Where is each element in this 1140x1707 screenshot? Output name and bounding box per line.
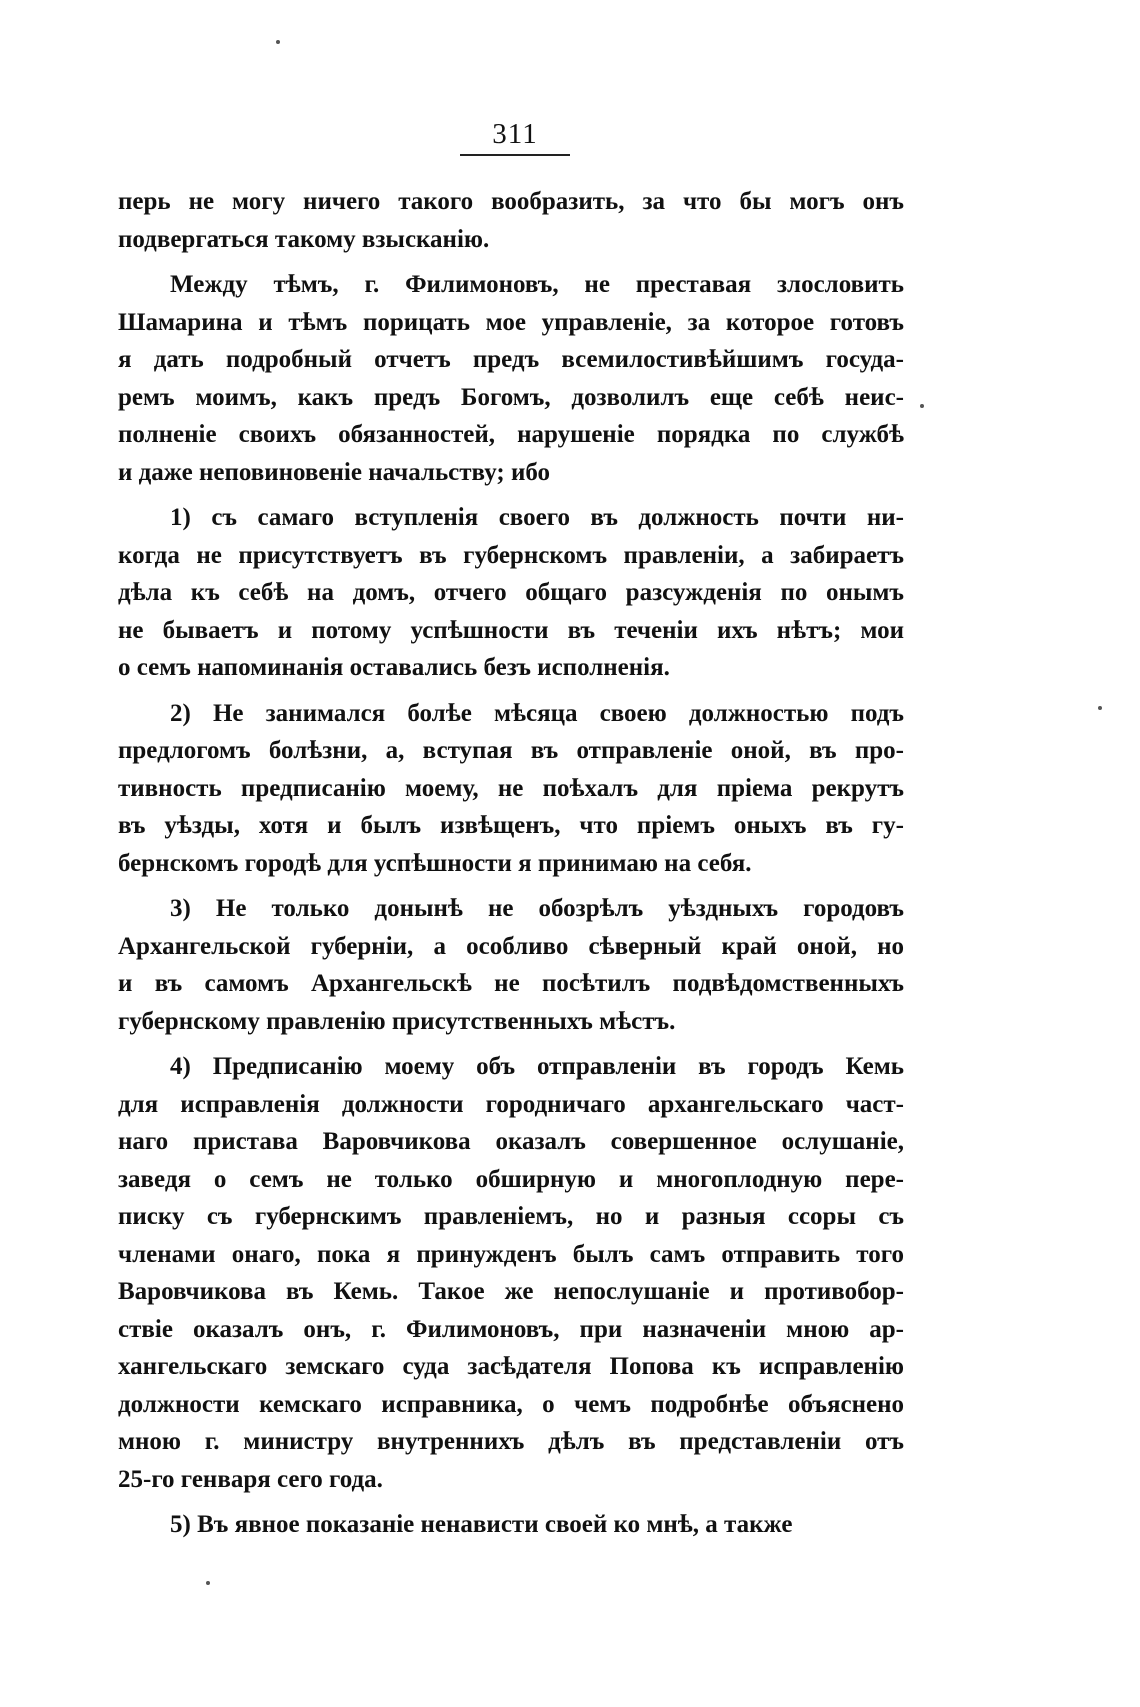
text-line: 4) Предписанію моему объ отправленіи въ городъ Кемь <box>170 1053 904 1080</box>
text-line: ремъ моимъ, какъ предъ Богомъ, дозволилъ еще себѣ неис- <box>118 383 904 411</box>
paragraph-gap <box>118 1040 904 1048</box>
paragraph <box>118 695 904 883</box>
text-line: 3) Не только донынѣ не обозрѣлъ уѣздныхъ городовъ <box>170 895 904 922</box>
paragraph-gap <box>118 491 904 499</box>
text-line: дѣла къ себѣ на домъ, отчего общаго разсужденія по онымъ <box>118 579 904 606</box>
text-line: 1) съ самаго вступленія своего въ должность почти ни- <box>170 504 904 531</box>
text-line: мною г. министру внутреннихъ дѣлъ въ представленіи отъ <box>118 1428 904 1455</box>
text-line: губернскому правленію присутственныхъ мѣстъ. <box>118 1007 676 1035</box>
text-line: Архангельской губерніи, а особливо сѣверный край оной, но <box>118 932 904 960</box>
text-line: должности кемскаго исправника, о чемъ подробнѣе объяснено <box>118 1390 904 1418</box>
page-number-underline <box>460 154 570 156</box>
paragraph <box>118 183 904 258</box>
text-line: 5) Въ явное показаніе ненависти своей ко мнѣ, а также <box>170 1511 793 1538</box>
print-speck <box>1098 706 1102 710</box>
text-line: наго пристава Варовчикова оказалъ совершенное ослушаніе, <box>118 1128 904 1155</box>
text-line: и въ самомъ Архангельскѣ не посѣтилъ подвѣдомственныхъ <box>118 970 904 997</box>
text-line: Варовчикова въ Кемь. Такое же непослушаніе и противобор- <box>118 1278 904 1305</box>
text-line: не бываетъ и потому успѣшности въ теченіи ихъ нѣтъ; мои <box>118 616 904 644</box>
text-line: членами онаго, пока я принужденъ былъ самъ отправить того <box>118 1240 904 1268</box>
text-line: полненіе своихъ обязанностей, нарушеніе порядка по службѣ <box>118 421 904 448</box>
text-line: когда не присутствуетъ въ губернскомъ правленіи, а забираетъ <box>118 541 904 569</box>
text-line: въ уѣзды, хотя и былъ извѣщенъ, что пріемъ оныхъ въ гу- <box>118 812 904 839</box>
text-line: хангельскаго земскаго суда засѣдателя Попова къ исправленію <box>118 1353 904 1380</box>
paragraph <box>118 1048 904 1498</box>
text-line: тивность предписанію моему, не поѣхалъ для пріема рекрутъ <box>118 774 904 802</box>
text-line: 2) Не занимался болѣе мѣсяца своею должностью подъ <box>170 699 904 727</box>
paragraph <box>118 890 904 1040</box>
text-line: писку съ губернскимъ правленіемъ, но и разныя ссоры съ <box>118 1203 904 1230</box>
page-number: 311 <box>492 118 538 150</box>
text-line: перь не могу ничего такого вообразить, за что бы могъ онъ <box>118 188 904 215</box>
text-line: 25-го генваря сего года. <box>118 1465 383 1493</box>
text-line: заведя о семъ не только обширную и многоплодную пере- <box>118 1165 904 1193</box>
body-text <box>118 183 904 1544</box>
text-line: Шамарина и тѣмъ порицать мое управленіе, за которое готовъ <box>118 308 904 336</box>
paragraph <box>118 266 904 491</box>
text-line: о семъ напоминанія оставались безъ исполненія. <box>118 654 670 681</box>
print-speck <box>206 1581 210 1585</box>
text-line: я дать подробный отчетъ предъ всемилостивѣйшимъ госуда- <box>118 346 904 373</box>
text-line: и даже неповиновеніе начальству; ибо <box>118 458 551 486</box>
paragraph <box>118 1506 904 1544</box>
text-line: предлогомъ болѣзни, а, вступая въ отправленіе оной, въ про- <box>118 737 904 764</box>
paragraph-gap <box>118 882 904 890</box>
print-speck <box>276 40 280 44</box>
text-line: Между тѣмъ, г. Филимоновъ, не преставая злословить <box>170 271 904 298</box>
text-line: для исправленія должности городничаго архангельскаго част- <box>118 1090 904 1118</box>
paragraph <box>118 499 904 687</box>
text-line: подвергаться такому взысканію. <box>118 225 490 253</box>
text-line: бернскомъ городѣ для успѣшности я принимаю на себя. <box>118 849 752 877</box>
paragraph-gap <box>118 1498 904 1506</box>
text-line: ствіе оказалъ онъ, г. Филимоновъ, при назначеніи мною ар- <box>118 1315 904 1343</box>
paragraph-gap <box>118 687 904 695</box>
page-header <box>460 118 570 156</box>
paragraph-gap <box>118 258 904 266</box>
print-speck <box>920 404 924 408</box>
